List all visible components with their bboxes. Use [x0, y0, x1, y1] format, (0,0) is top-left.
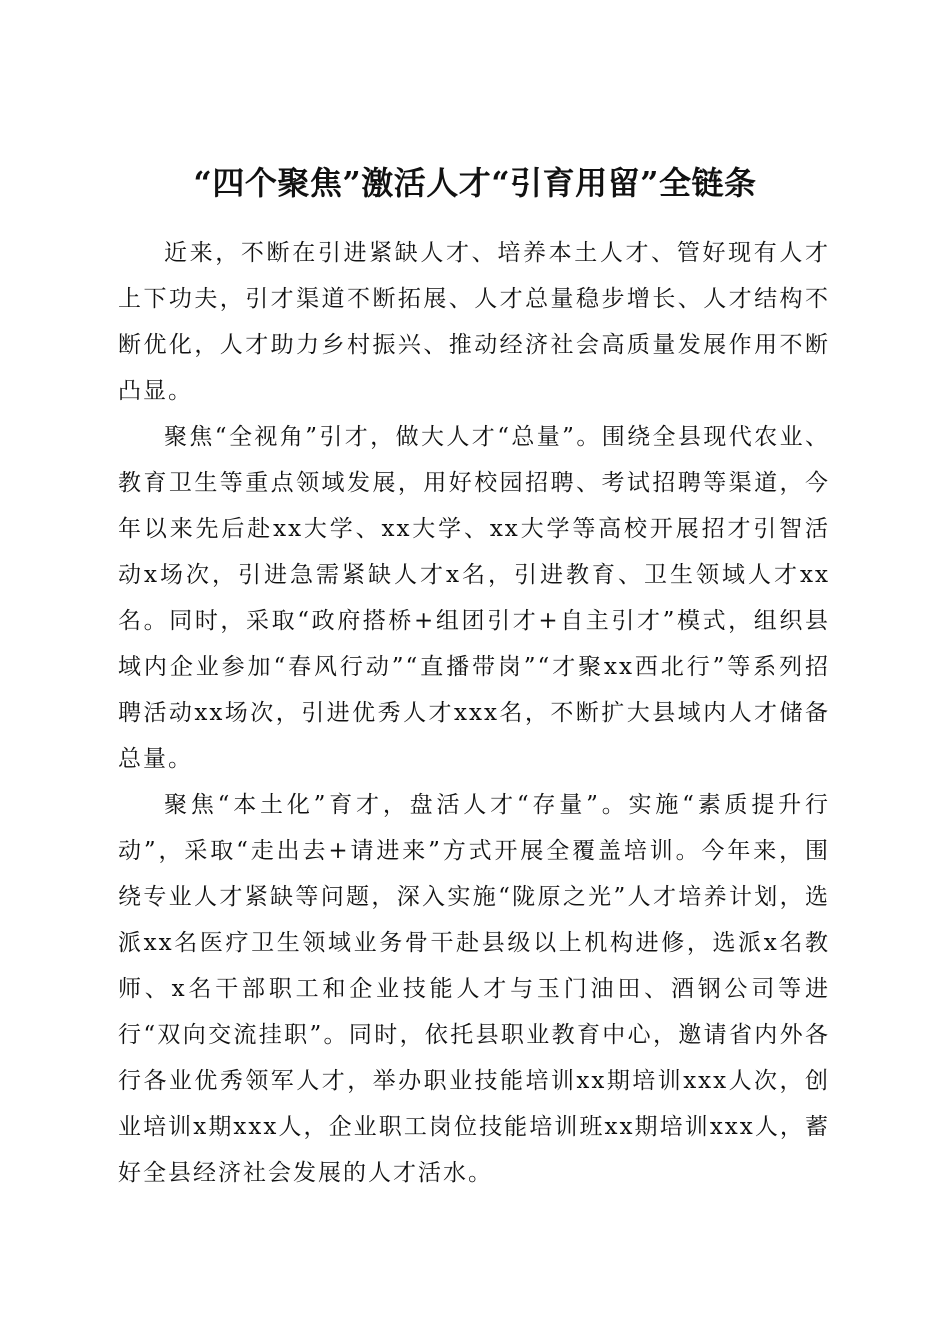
document-title: “四个聚焦”激活人才“引育用留”全链条 — [193, 164, 757, 203]
document-body — [118, 230, 830, 1196]
paragraph-recruit-talent: 聚焦“全视角”引才，做大人才“总量”。围绕全县现代农业、教育卫生等重点领域发展，用好校园招聘、考试招聘等渠道，今年以来先后赴xx大学、xx大学、xx大学等高校开展招才引智活动x场次，引进急需紧缺人才x名，引进教育、卫生领域人才xx名。同时，采取“政府搭桥+组团引才+自主引才”模式，组织县域内企业参加“春风行动”“直播带岗”“才聚xx西北行”等系列招聘活动xx场次，引进优秀人才xxx名，不断扩大县域内人才储备总量。 — [118, 424, 830, 772]
paragraph-intro: 近来，不断在引进紧缺人才、培养本土人才、管好现有人才上下功夫，引才渠道不断拓展、人才总量稳步增长、人才结构不断优化，人才助力乡村振兴、推动经济社会高质量发展作用不断凸显。 — [118, 240, 830, 404]
paragraph-cultivate-talent: 聚焦“本土化”育才，盘活人才“存量”。实施“素质提升行动”，采取“走出去+请进来”方式开展全覆盖培训。今年来，围绕专业人才紧缺等问题，深入实施“陇原之光”人才培养计划，选派xx名医疗卫生领域业务骨干赴县级以上机构进修，选派x名教师、x名干部职工和企业技能人才与玉门油田、酒钢公司等进行“双向交流挂职”。同时，依托县职业教育中心，邀请省内外各行各业优秀领军人才，举办职业技能培训xx期培训xxx人次，创业培训x期xxx人，企业职工岗位技能培训班xx期培训xxx人，蓄好全县经济社会发展的人才活水。 — [118, 792, 830, 1186]
